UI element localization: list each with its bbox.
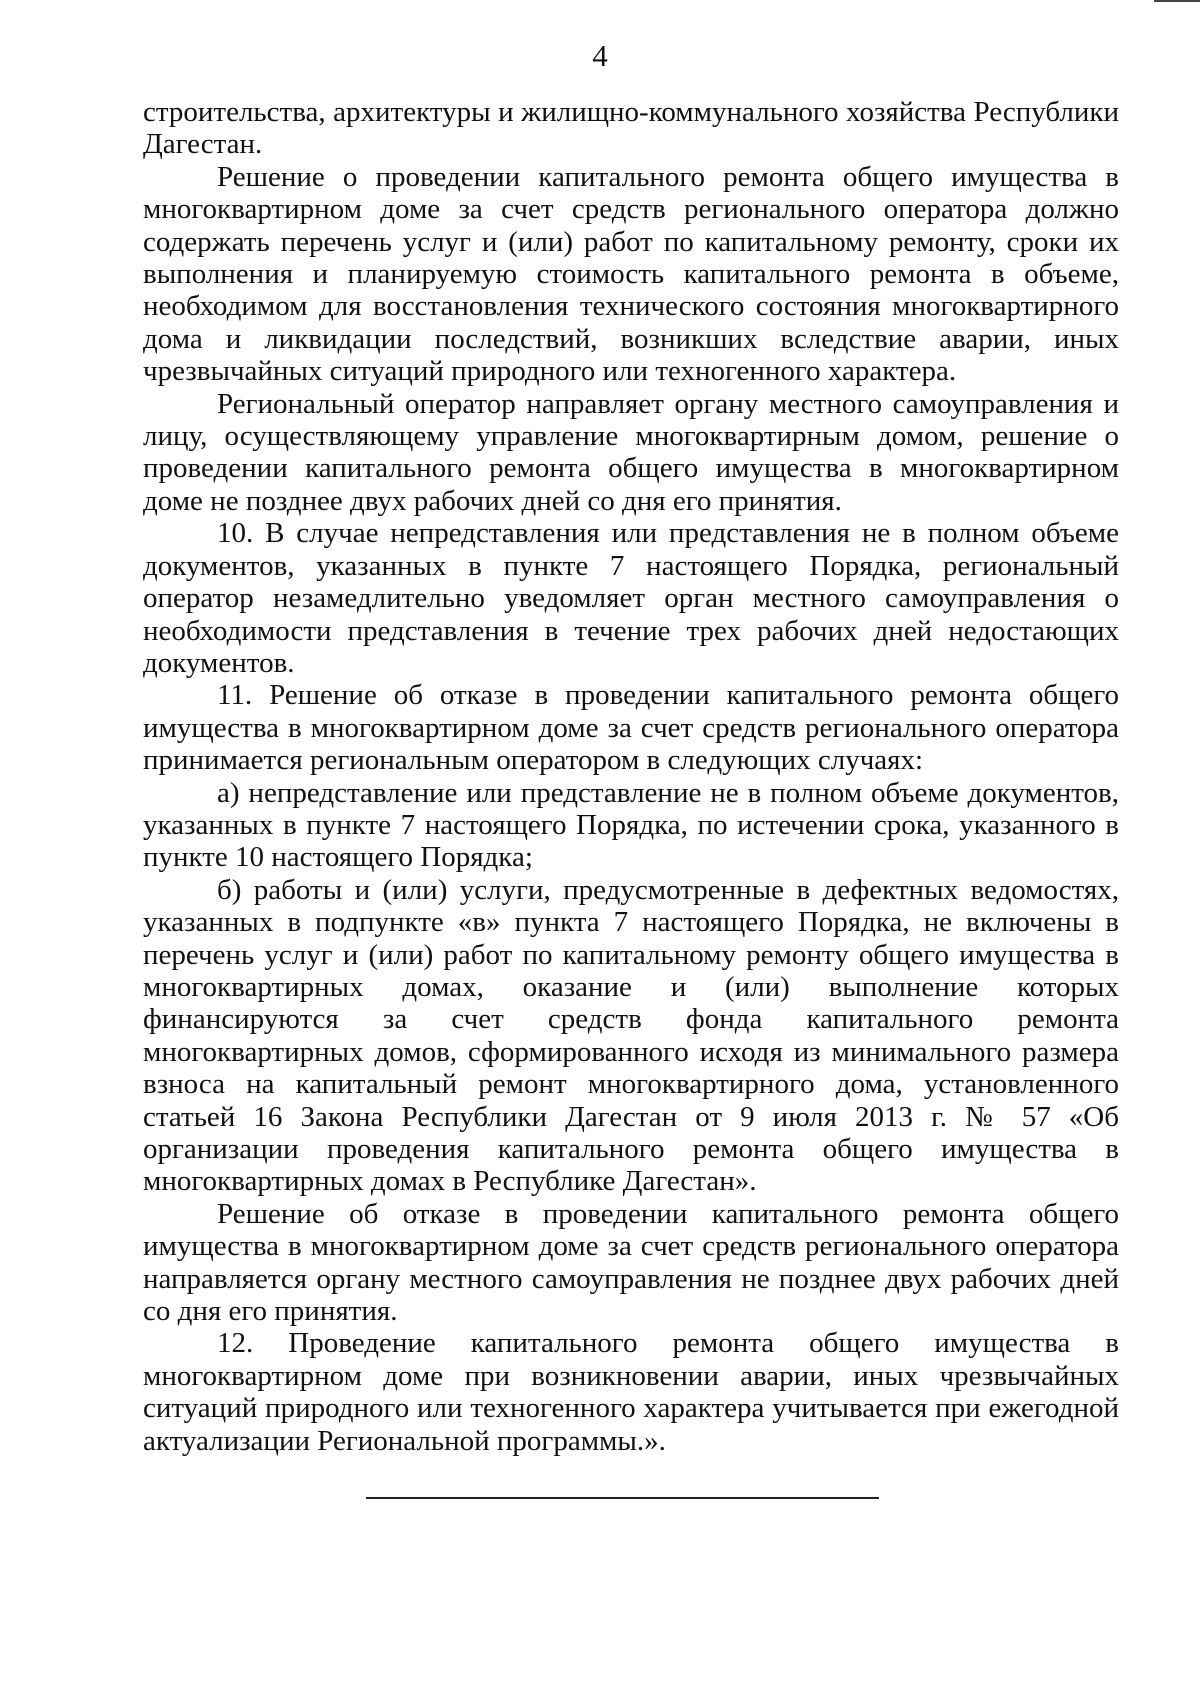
paragraph-continuation: строительства, архитектуры и жилищно-коммунального хозяйства Республики Дагестан. [143,96,1119,161]
paragraph-item-12: 12. Проведение капитального ремонта общего имущества в многоквартирном доме при возникновении аварии, иных чрезвычайных ситуаций природного или техногенного характера учитывается при ежегодной актуализации Региональной программы.». [143,1327,1119,1457]
document-body [143,96,1119,1457]
paragraph-item-11-b: б) работы и (или) услуги, предусмотренные в дефектных ведомостях, указанных в подпункте «в» пункта 7 настоящего Порядка, не включены в перечень услуг и (или) работ по капитальному ремонту общего имущества в многоквартирных домах, оказание и (или) выполнение которых финансируются за счет средств фонда капитального ремонта многоквартирных домов, сформированного исходя из минимального размера взноса на капитальный ремонт многоквартирного дома, установленного статьей 16 Закона Республики Дагестан от 9 июля 2013 г. № 57 «Об организации проведения капитального ремонта общего имущества в многоквартирных домах в Республике Дагестан». [143,873,1119,1198]
paragraph-refusal-notification: Решение об отказе в проведении капитального ремонта общего имущества в многоквартирном доме за счет средств регионального оператора направляется органу местного самоуправления не позднее двух рабочих дней со дня его принятия. [143,1197,1119,1328]
paragraph-item-10: 10. В случае непредставления или представления не в полном объеме документов, указанных в пункте 7 настоящего Порядка, региональный оператор незамедлительно уведомляет орган местного самоуправления о необходимости представления в течение трех рабочих дней недостающих документов. [143,517,1119,679]
paragraph-item-11-a: а) непредставление или представление не в полном объеме документов, указанных в пункте 7 настоящего Порядка, по истечении срока, указанного в пункте 10 настоящего Порядка; [143,776,1119,874]
paragraph-decision-content: Решение о проведении капитального ремонта общего имущества в многоквартирном доме за счет средств регионального оператора должно содержать перечень услуг и (или) работ по капитальному ремонту, сроки их выполнения и планируемую стоимость капитального ремонта в объеме, необходимом для восстановления технического состояния многоквартирного дома и ликвидации последствий, возникших вследствие аварии, иных чрезвычайных ситуаций природного или техногенного характера. [143,160,1119,388]
corner-rule [1154,0,1200,2]
end-of-document-rule [366,1497,879,1499]
paragraph-operator-notification: Региональный оператор направляет органу местного самоуправления и лицу, осуществляющему управление многоквартирным домом, решение о проведении капитального ремонта общего имущества в многоквартирном доме не позднее двух рабочих дней со дня его принятия. [143,387,1119,517]
paragraph-item-11: 11. Решение об отказе в проведении капитального ремонта общего имущества в многоквартирном доме за счет средств регионального оператора принимается региональным оператором в следующих случаях: [143,679,1119,777]
page-number: 4 [592,38,608,73]
